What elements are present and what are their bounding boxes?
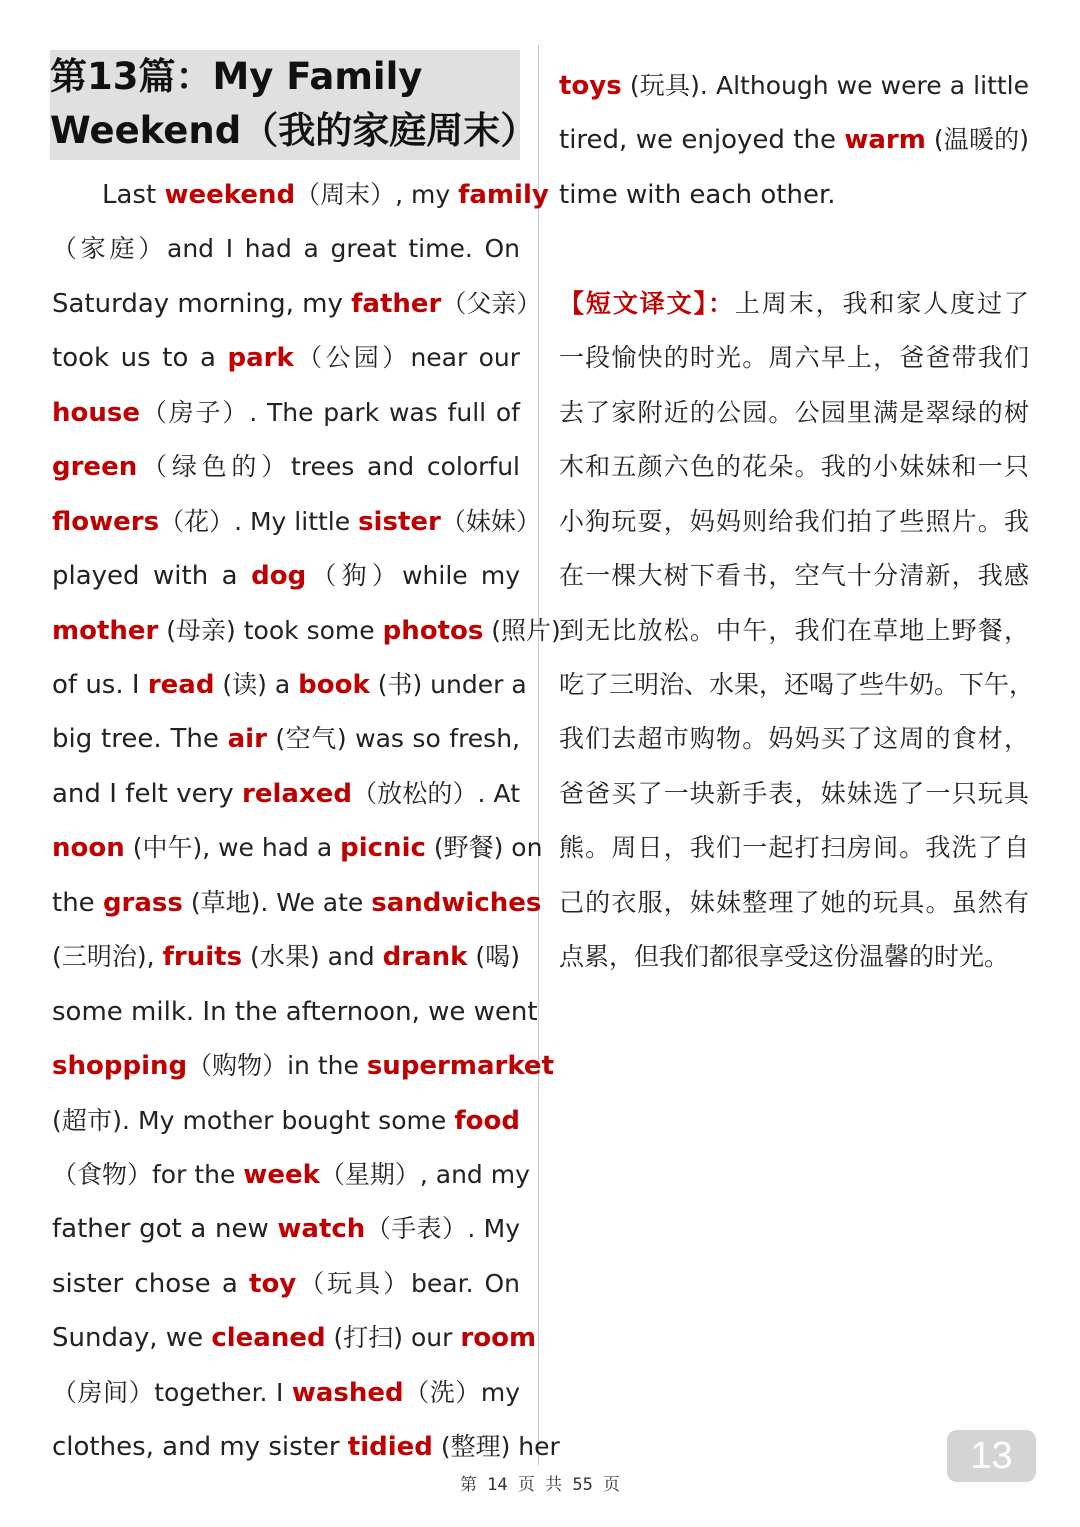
story-line: played with a dog（狗）while my: [52, 561, 520, 591]
vocab-word: house: [52, 398, 140, 428]
translation-line: 一段愉快的时光。周六早上，爸爸带我们: [559, 343, 1029, 372]
vocab-word: shopping: [52, 1051, 188, 1081]
vocab-word: cleaned: [211, 1323, 326, 1353]
vocab-word: fruits: [162, 942, 243, 972]
vocab-word: room: [460, 1323, 537, 1353]
story-line: the grass (草地). We ate sandwiches: [52, 888, 542, 918]
vocab-word: sandwiches: [371, 888, 542, 918]
translation-line: 到无比放松。中午，我们在草地上野餐，: [559, 616, 1029, 645]
article-title: [50, 50, 538, 160]
column-divider: [538, 45, 539, 1465]
story-line: time with each other.: [559, 180, 836, 210]
vocab-word: family: [458, 180, 549, 210]
title-line-2: Weekend（我的家庭周末）: [50, 109, 538, 152]
vocab-word: noon: [52, 833, 125, 863]
vocab-word: weekend: [164, 180, 296, 210]
translation-line: 我们去超市购物。妈妈买了这周的食材，: [559, 724, 1029, 753]
story-line: noon (中午), we had a picnic (野餐) on: [52, 833, 543, 863]
vocab-word: watch: [277, 1214, 366, 1244]
story-line: some milk. In the afternoon, we went: [52, 997, 538, 1027]
translation-line: 去了家附近的公园。公园里满是翠绿的树: [559, 398, 1029, 427]
story-line: (三明治), fruits (水果) and drank (喝): [52, 942, 520, 972]
vocab-word: grass: [102, 888, 183, 918]
vocab-word: picnic: [340, 833, 426, 863]
story-line: took us to a park（公园）near our: [52, 343, 520, 373]
translation-line: 【短文译文】：上周末，我和家人度过了: [559, 289, 1029, 318]
vocab-word: relaxed: [242, 779, 352, 809]
translation-heading: 【短文译文】：: [559, 289, 735, 318]
story-line: （房间）together. I washed（洗）my: [52, 1378, 520, 1408]
vocab-word: tidied: [347, 1432, 433, 1462]
vocab-word: washed: [291, 1378, 404, 1408]
story-line: father got a new watch（手表）. My: [52, 1214, 521, 1244]
translation-line: 己的衣服，妹妹整理了她的玩具。虽然有: [559, 888, 1029, 917]
vocab-word: green: [52, 452, 138, 482]
vocab-word: supermarket: [366, 1051, 554, 1081]
story-line: Sunday, we cleaned (打扫) our room: [52, 1323, 537, 1353]
vocab-word: air: [227, 724, 267, 754]
story-line: tired, we enjoyed the warm (温暖的): [559, 125, 1029, 155]
story-line: and I felt very relaxed（放松的）. At: [52, 779, 520, 809]
story-line: sister chose a toy（玩具）bear. On: [52, 1269, 520, 1299]
story-line: （食物）for the week（星期）, and my: [52, 1160, 530, 1190]
vocab-word: photos: [382, 616, 484, 646]
story-line: (超市). My mother bought some food: [52, 1106, 520, 1136]
story-line: green（绿色的）trees and colorful: [52, 452, 520, 482]
vocab-word: flowers: [52, 507, 160, 537]
vocab-word: food: [454, 1106, 520, 1136]
story-line: clothes, and my sister tidied (整理) her: [52, 1432, 560, 1462]
vocab-word: dog: [251, 561, 307, 591]
translation-line: 小狗玩耍，妈妈则给我们拍了些照片。我: [559, 507, 1029, 536]
vocab-word: father: [351, 289, 442, 319]
vocab-word: warm: [844, 125, 926, 155]
translation-line: 吃了三明治、水果，还喝了些牛奶。下午，: [559, 670, 1035, 699]
translation-line: 点累，但我们都很享受这份温馨的时光。: [559, 942, 1010, 971]
vocab-word: sister: [358, 507, 441, 537]
story-line: toys (玩具). Although we were a little: [559, 71, 1029, 101]
story-line: big tree. The air (空气) was so fresh,: [52, 724, 520, 754]
vocab-word: read: [147, 670, 215, 700]
story-line: shopping（购物）in the supermarket: [52, 1051, 554, 1081]
vocab-word: toy: [249, 1269, 297, 1299]
vocab-word: toys: [559, 71, 622, 101]
translation-line: 熊。周日，我们一起打扫房间。我洗了自: [559, 833, 1029, 862]
vocab-word: week: [243, 1160, 320, 1190]
translation-line: 在一棵大树下看书，空气十分清新，我感: [559, 561, 1029, 590]
story-line: house（房子）. The park was full of: [52, 398, 520, 428]
title-line-1: 第13篇：My Family: [50, 55, 423, 98]
story-line: of us. I read (读) a book (书) under a: [52, 670, 527, 700]
page-number-badge: 13: [947, 1430, 1036, 1482]
story-line: flowers（花）. My little sister（妹妹）: [52, 507, 541, 537]
page-footer: 第 14 页 共 55 页: [459, 1475, 621, 1495]
translation-line: 爸爸买了一块新手表，妹妹选了一只玩具: [559, 779, 1029, 808]
translation-line: 木和五颜六色的花朵。我的小妹妹和一只: [559, 452, 1029, 481]
vocab-word: mother: [52, 616, 159, 646]
vocab-word: drank: [382, 942, 468, 972]
vocab-word: book: [298, 670, 370, 700]
story-line: Saturday morning, my father（父亲）: [52, 289, 542, 319]
story-line: Last weekend（周末）, my family: [102, 180, 549, 210]
story-line: mother (母亲) took some photos (照片): [52, 616, 561, 646]
story-line: （家庭）and I had a great time. On: [52, 234, 520, 263]
vocab-word: park: [227, 343, 294, 373]
